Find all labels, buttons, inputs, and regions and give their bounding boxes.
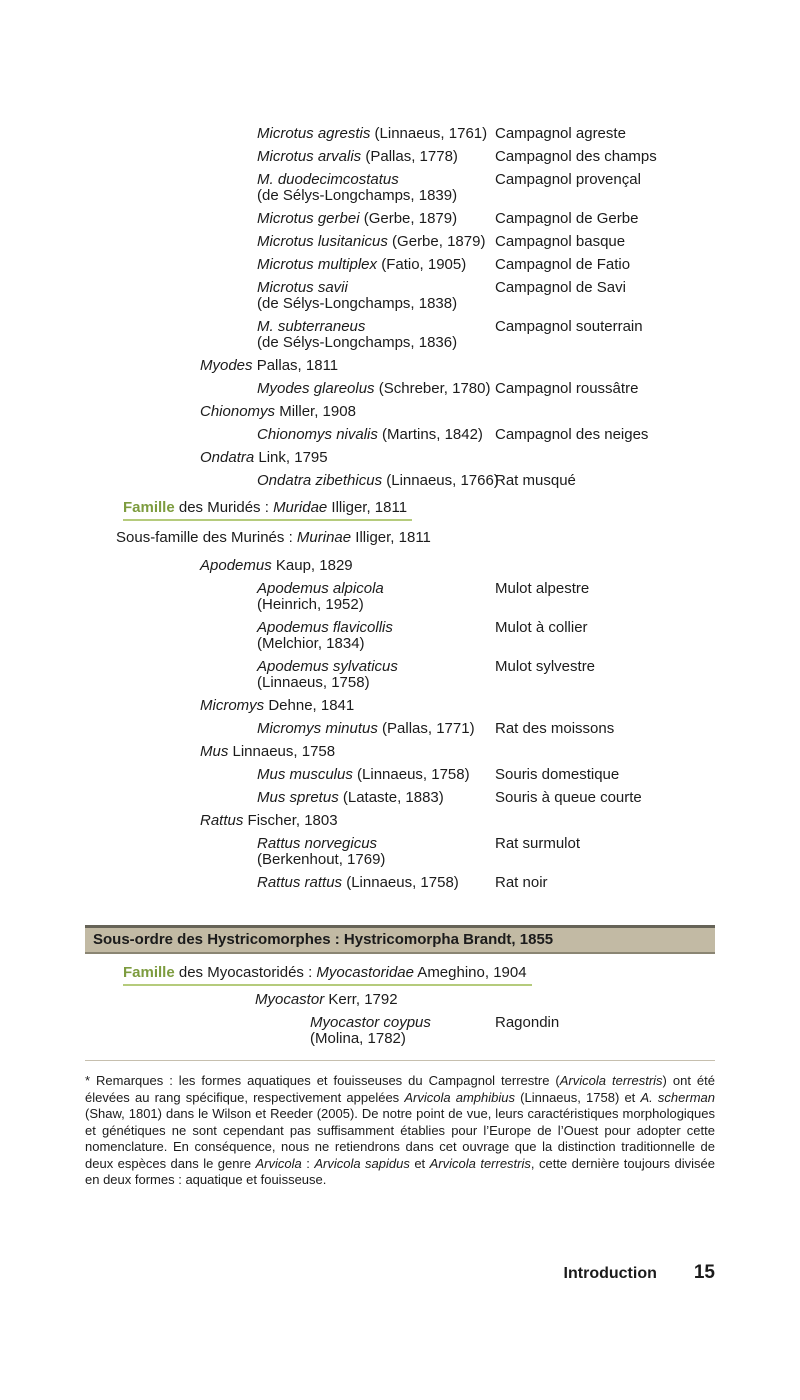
latin-name: Rattus norvegicus (257, 835, 378, 852)
vernacular-name: Campagnol souterrain (495, 318, 643, 335)
species-row (85, 211, 715, 227)
genus-row (85, 813, 715, 829)
latin-name: Chionomys (200, 403, 276, 420)
authority: (Linnaeus, 1766) (382, 472, 499, 489)
authority: Kaup, 1829 (271, 557, 353, 574)
footnote-text: (Shaw, 1801) dans le Wilson et Reeder (2005). De notre point de vue, leurs caractéristiques morphologiques et génétiques ne sont cependant pas suffisamment établies pour l’Europe de l’Ouest pour adopter cette nomenclature. En conséquence, nous ne retiendrons dans cet ouvrage que la distinction traditionnelle de deux espèces dans le genre (85, 1106, 715, 1171)
authority: (Fatio, 1905) (377, 256, 467, 273)
authority: Kerr, 1792 (324, 991, 398, 1008)
scientific-name (85, 698, 495, 714)
authority: (Linnaeus, 1761) (370, 125, 488, 142)
page-number: 15 (693, 1262, 715, 1283)
subfamily-heading-text: Sous-famille des Murinés : (116, 529, 297, 546)
species-row (85, 280, 715, 312)
latin-name: Myodes glareolus (257, 380, 375, 397)
authority: (Martins, 1842) (377, 426, 483, 443)
species-row (85, 126, 715, 142)
latin-name: Myocastor (255, 991, 325, 1008)
genus-row (85, 558, 715, 574)
species-row (85, 721, 715, 737)
footnote (85, 1073, 715, 1189)
latin-name: Arvicola (255, 1155, 302, 1171)
family-heading-text: des Myocastoridés : (174, 964, 317, 981)
genus-row (85, 698, 715, 714)
authority: (Schreber, 1780) (374, 380, 491, 397)
scientific-name (85, 257, 495, 273)
latin-name: M. subterraneus (257, 318, 366, 335)
scientific-name (85, 381, 495, 397)
authority: (Berkenhout, 1769) (257, 851, 386, 868)
species-row (85, 620, 715, 652)
latin-name: Ondatra (200, 449, 255, 466)
authority: (Gerbe, 1879) (359, 210, 458, 227)
species-row (85, 790, 715, 806)
species-row (85, 1015, 715, 1047)
latin-name: Mus (200, 743, 229, 760)
vernacular-name: Campagnol agreste (495, 125, 626, 142)
authority: Dehne, 1841 (264, 697, 355, 714)
family-heading-authority: Illiger, 1811 (327, 499, 408, 516)
scientific-name (85, 211, 495, 227)
scientific-name (85, 472, 499, 489)
latin-name: Muridae (273, 499, 328, 516)
scientific-name (85, 875, 495, 891)
species-row (85, 473, 715, 489)
scientific-name (85, 358, 495, 374)
vernacular-name: Campagnol des champs (495, 148, 657, 165)
family-label: Famille (123, 499, 175, 516)
scientific-name (85, 172, 495, 204)
family-heading-authority: Ameghino, 1904 (413, 964, 527, 981)
family-heading-text: des Muridés : (174, 499, 274, 516)
scientific-name (85, 992, 495, 1008)
genus-row (85, 450, 715, 466)
authority: (de Sélys-Longchamps, 1839) (257, 187, 458, 204)
vernacular-name: Souris à queue courte (495, 789, 642, 806)
species-row (85, 172, 715, 204)
vernacular-name: Campagnol de Gerbe (495, 210, 639, 227)
latin-name: M. duodecimcostatus (257, 171, 399, 188)
species-row (85, 319, 715, 351)
genus-row (85, 404, 715, 420)
scientific-name (85, 280, 495, 312)
vernacular-name: Souris domestique (495, 766, 620, 783)
latin-name: Microtus multiplex (257, 256, 378, 273)
latin-name: Rattus rattus (257, 874, 343, 891)
authority: (Linnaeus, 1758) (257, 674, 370, 691)
footnote-text: * Remarques : les formes aquatiques et fouisseuses du Campagnol terrestre ( (85, 1073, 560, 1088)
latin-name: Arvicola terrestris (429, 1155, 531, 1171)
scientific-name (85, 813, 495, 829)
scientific-name (85, 126, 495, 142)
scientific-name (85, 659, 495, 691)
vernacular-name: Rat des moissons (495, 720, 615, 737)
authority: (Linnaeus, 1758) (342, 874, 459, 891)
latin-name: Myocastor coypus (310, 1014, 431, 1031)
latin-name: Rattus (200, 812, 244, 829)
authority: (Pallas, 1771) (377, 720, 475, 737)
scientific-name (85, 790, 495, 806)
authority: (Lataste, 1883) (338, 789, 444, 806)
species-row (85, 581, 715, 613)
vernacular-name: Campagnol des neiges (495, 426, 649, 443)
species-row (85, 234, 715, 250)
scientific-name (85, 149, 495, 165)
footnote-text: ) ont été élevées au rang spécifique, respectivement appelées (85, 1073, 715, 1105)
scientific-name (85, 427, 495, 443)
latin-name: Mus musculus (257, 766, 353, 783)
species-row (85, 659, 715, 691)
scientific-name (85, 404, 495, 420)
species-row (85, 381, 715, 397)
latin-name: Microtus savii (257, 279, 348, 296)
latin-name: Murinae (296, 529, 352, 546)
vernacular-name: Rat noir (495, 874, 548, 891)
running-footer-section: Introduction (563, 1265, 657, 1282)
murinae-taxa-list (85, 558, 715, 891)
scientific-name (85, 558, 495, 574)
latin-name: Micromys minutus (257, 720, 378, 737)
latin-name: Chionomys nivalis (257, 426, 378, 443)
suborder-banner (85, 925, 715, 954)
latin-name: Myocastoridae (316, 964, 414, 981)
authority: (de Sélys-Longchamps, 1838) (257, 295, 458, 312)
authority: (Molina, 1782) (310, 1030, 406, 1047)
latin-name: Apodemus alpicola (257, 580, 384, 597)
latin-name: Microtus gerbei (257, 210, 360, 227)
scientific-name (85, 1015, 495, 1047)
vernacular-name: Rat musqué (495, 472, 576, 489)
page-footer (85, 1262, 715, 1284)
authority: Miller, 1908 (275, 403, 356, 420)
authority: (de Sélys-Longchamps, 1836) (257, 334, 458, 351)
vernacular-name: Campagnol basque (495, 233, 626, 250)
scientific-name (85, 450, 495, 466)
species-row (85, 257, 715, 273)
authority: (Pallas, 1778) (361, 148, 458, 165)
footnote-divider (85, 1060, 715, 1061)
footnote-text: : (301, 1155, 315, 1171)
latin-name: Mus spretus (257, 789, 339, 806)
latin-name: Microtus arvalis (257, 148, 362, 165)
footnote-text: et (409, 1155, 430, 1171)
genus-row (85, 992, 715, 1008)
vernacular-name: Mulot alpestre (495, 580, 590, 597)
latin-name: Microtus agrestis (257, 125, 371, 142)
latin-name: Arvicola terrestris (559, 1073, 663, 1088)
scientific-name (85, 767, 495, 783)
scientific-name (85, 836, 495, 868)
vernacular-name: Mulot sylvestre (495, 658, 596, 675)
scientific-name (85, 581, 495, 613)
latin-name: Microtus lusitanicus (257, 233, 388, 250)
family-heading-myocastoridae (123, 964, 532, 986)
myocastoridae-taxa-list (85, 992, 715, 1047)
genus-row (85, 358, 715, 374)
vernacular-name: Mulot à collier (495, 619, 588, 636)
latin-name: Apodemus sylvaticus (257, 658, 398, 675)
vernacular-name: Campagnol provençal (495, 171, 641, 188)
latin-name: Arvicola amphibius (404, 1089, 515, 1105)
authority: (Linnaeus, 1758) (352, 766, 470, 783)
authority: (Melchior, 1834) (257, 635, 365, 652)
family-label: Famille (123, 964, 175, 981)
page-content (85, 126, 715, 1189)
vernacular-name: Ragondin (495, 1014, 560, 1031)
family-heading-muridae (123, 499, 412, 521)
vernacular-name: Campagnol roussâtre (495, 380, 639, 397)
subfamily-heading-murinae (116, 529, 715, 546)
subfamily-heading-authority: Illiger, 1811 (351, 529, 431, 546)
authority: (Gerbe, 1879) (387, 233, 486, 250)
latin-name: Ondatra zibethicus (257, 472, 383, 489)
latin-name: A. scherman (640, 1089, 715, 1105)
latin-name: Arvicola sapidus (314, 1155, 410, 1171)
vernacular-name: Rat surmulot (495, 835, 581, 852)
latin-name: Apodemus flavicollis (257, 619, 393, 636)
authority: Linnaeus, 1758 (228, 743, 336, 760)
genus-row (85, 744, 715, 760)
authority: Link, 1795 (254, 449, 328, 466)
arvicolinae-taxa-list (85, 126, 715, 489)
footnote-text: , cette dernière toujours divisée en deux formes : aquatique et fouisseuse. (85, 1155, 715, 1187)
footnote-text: (Linnaeus, 1758) et (515, 1089, 641, 1105)
latin-name: Apodemus (200, 557, 272, 574)
species-row (85, 836, 715, 868)
suborder-banner-text: Sous-ordre des Hystricomorphes : Hystricomorpha Brandt, 1855 (93, 931, 554, 948)
scientific-name (85, 319, 495, 351)
species-row (85, 149, 715, 165)
species-row (85, 767, 715, 783)
scientific-name (85, 234, 495, 250)
latin-name: Micromys (200, 697, 265, 714)
species-row (85, 427, 715, 443)
authority: Fischer, 1803 (243, 812, 338, 829)
scientific-name (85, 620, 495, 652)
species-row (85, 875, 715, 891)
authority: Pallas, 1811 (252, 357, 339, 374)
scientific-name (85, 744, 495, 760)
scientific-name (85, 721, 495, 737)
authority: (Heinrich, 1952) (257, 596, 364, 613)
vernacular-name: Campagnol de Savi (495, 279, 626, 296)
vernacular-name: Campagnol de Fatio (495, 256, 631, 273)
latin-name: Myodes (200, 357, 253, 374)
